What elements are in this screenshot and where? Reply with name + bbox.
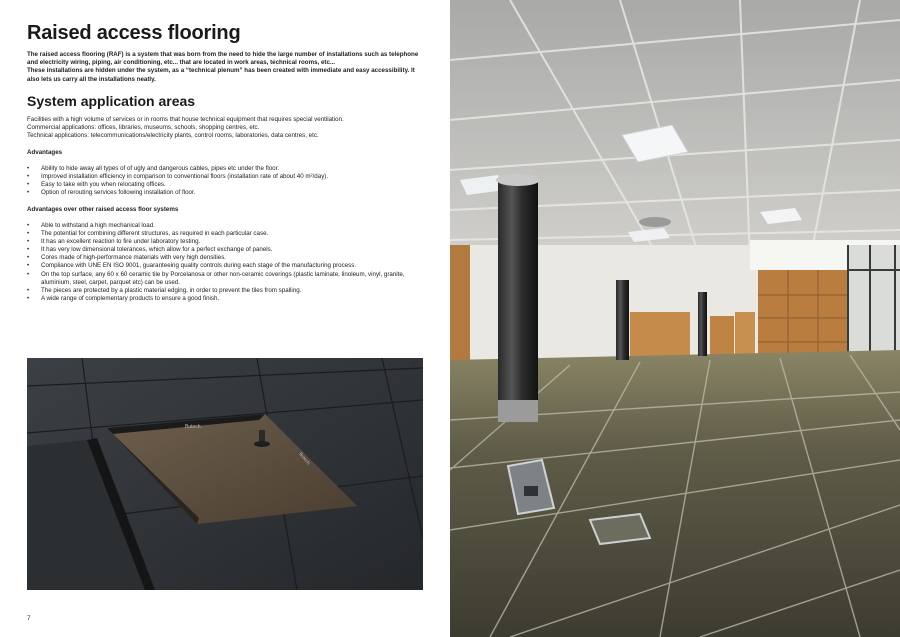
list-item: • Compliance with UNE EN ISO 9001, guaranteeing quality controls during each stage of the manufacturing process. xyxy=(27,262,425,270)
list-item: • It has an excellent reaction to fire under laboratory testing. xyxy=(27,238,425,246)
list-item: • Improved installation efficiency in comparison to conventional floors (installation rate of about 40 m²/day). xyxy=(27,173,425,181)
application-line: Commercial applications: offices, libraries, museums, schools, shopping centres, etc. xyxy=(27,124,260,132)
advantages-over-heading: Advantages over other raised access floor systems xyxy=(27,206,179,213)
intro-paragraph: These installations are hidden under the system, as a “technical plenum” has been created with immediate and easy accessibility. It also lets us carry all the installations neatly. xyxy=(27,67,415,83)
raised-floor-closeup-photo xyxy=(27,358,423,590)
list-item: • Ability to hide away all types of of ugly and dangerous cables, pipes etc under the floor. xyxy=(27,165,425,173)
advantages-list xyxy=(27,165,425,197)
panel-brand-label: Butech. xyxy=(185,424,202,430)
applications-text xyxy=(27,116,427,141)
list-item: • Easy to take with you when relocating offices. xyxy=(27,181,425,189)
list-item: • A wide range of complementary products to ensure a good finish. xyxy=(27,295,425,303)
intro-paragraph: The raised access flooring (RAF) is a system that was born from the need to hide the large number of installations such as telephone and electricity wiring, piping, air conditioning, etc... that are located in work areas, technical rooms, etc... xyxy=(27,51,419,67)
page-number: 7 xyxy=(27,615,31,622)
list-item: • The potential for combining different structures, as required in each particular case. xyxy=(27,230,425,238)
page-title: Raised access flooring xyxy=(27,22,241,44)
list-item: • Cores made of high-performance materials with very high densities. xyxy=(27,254,425,262)
list-item: • On the top surface, any 60 x 60 ceramic tile by Porcelanosa or other non-ceramic coverings (plastic laminate, linoleum, vinyl, granite, aluminium, steel, carpet, parquet etc) can be used. xyxy=(27,271,425,287)
list-item: • Option of rerouting services following installation of floor. xyxy=(27,189,425,197)
section-title: System application areas xyxy=(27,93,196,109)
list-item: • It has very low dimensional tolerances, which allow for a perfect exchange of panels. xyxy=(27,246,425,254)
office-interior-photo xyxy=(450,0,900,637)
intro-text xyxy=(27,51,425,84)
advantages-heading: Advantages xyxy=(27,149,63,156)
application-line: Facilities with a high volume of services or in rooms that house technical equipment that requires special ventilation. xyxy=(27,116,344,123)
panel-brand-label: Butech. xyxy=(298,451,312,467)
application-line: Technical applications: telecommunications/electricity plants, control rooms, laboratories, data centres, etc. xyxy=(27,132,319,140)
list-item: • The pieces are protected by a plastic material edging, in order to prevent the tiles from spalling. xyxy=(27,287,425,295)
advantages-over-list xyxy=(27,222,425,303)
list-item: • Able to withstand a high mechanical load. xyxy=(27,222,425,230)
